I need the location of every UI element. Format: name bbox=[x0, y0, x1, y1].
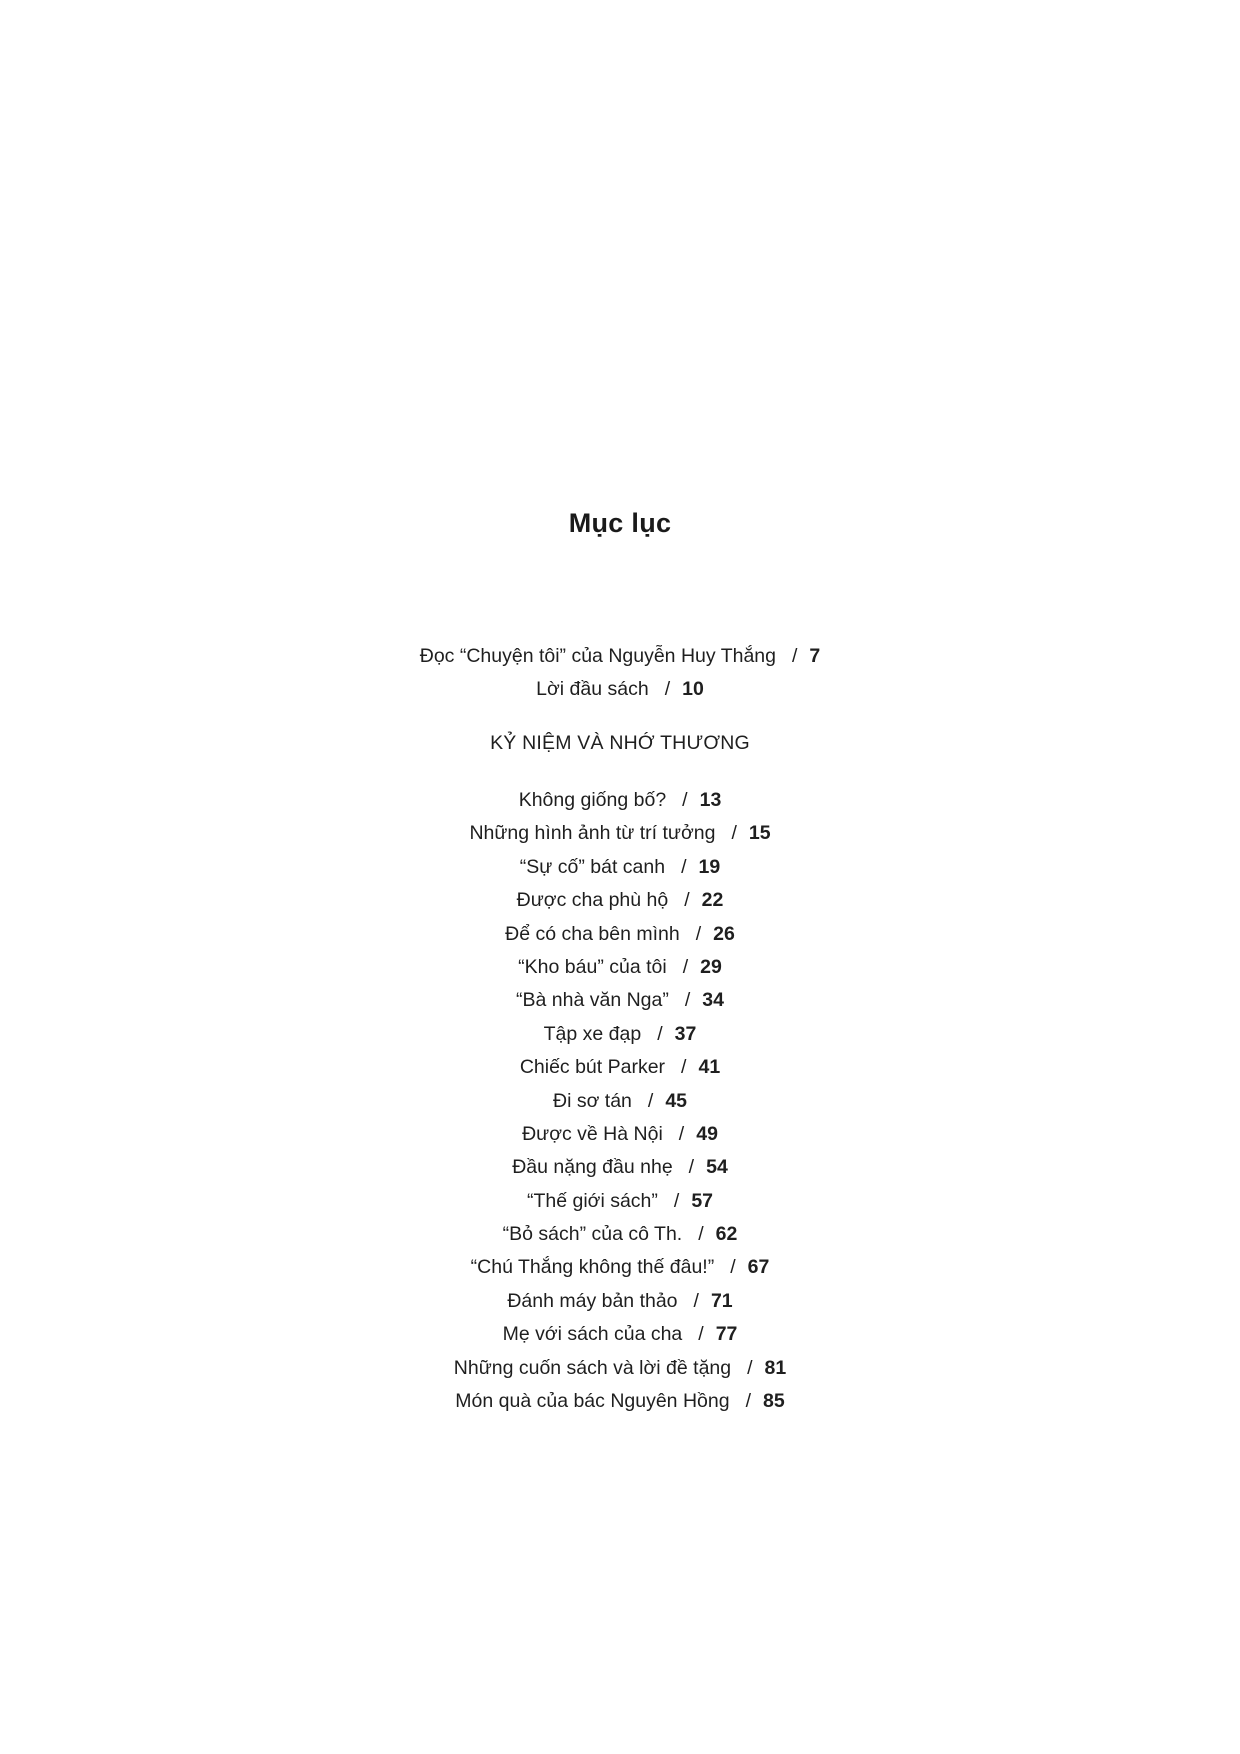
toc-separator: / bbox=[678, 1122, 685, 1145]
toc-separator: / bbox=[695, 922, 702, 945]
toc-entry[interactable] bbox=[0, 884, 1240, 917]
toc-separator: / bbox=[673, 1189, 680, 1212]
toc-page-number: 62 bbox=[715, 1223, 738, 1246]
toc-separator: / bbox=[698, 1223, 704, 1246]
toc-entry[interactable] bbox=[0, 1051, 1240, 1084]
toc-separator: / bbox=[681, 855, 687, 878]
front-matter-list bbox=[0, 640, 1240, 707]
toc-entry[interactable] bbox=[0, 1185, 1240, 1218]
toc-entry[interactable] bbox=[0, 851, 1240, 884]
toc-page-number: 29 bbox=[700, 955, 722, 978]
toc-entry-title: Những cuốn sách và lời đề tặng bbox=[453, 1356, 732, 1379]
toc-entry-title: Những hình ảnh từ trí tưởng bbox=[469, 822, 716, 845]
toc-page-number: 37 bbox=[674, 1022, 697, 1045]
toc-separator: / bbox=[684, 989, 691, 1012]
toc-entry-title: “Bà nhà văn Nga” bbox=[516, 989, 669, 1012]
toc-entry-title: Đọc “Chuyện tôi” của Nguyễn Huy Thắng bbox=[419, 645, 776, 667]
toc-page-number: 67 bbox=[747, 1256, 770, 1279]
toc-entry[interactable] bbox=[0, 1251, 1240, 1284]
toc-page-number: 57 bbox=[691, 1189, 714, 1212]
toc-separator: / bbox=[791, 645, 798, 667]
toc-page-number: 49 bbox=[696, 1122, 718, 1145]
toc-entry-title: “Chú Thắng không thế đâu!” bbox=[470, 1256, 715, 1279]
toc-entry-title: Lời đầu sách bbox=[536, 678, 649, 701]
toc-page-number: 7 bbox=[809, 645, 821, 667]
toc-entry[interactable] bbox=[0, 984, 1240, 1017]
toc-separator: / bbox=[730, 1256, 736, 1279]
section-heading: KỶ NIỆM VÀ NHỚ THƯƠNG bbox=[490, 732, 750, 754]
toc-entry[interactable] bbox=[0, 673, 1240, 706]
toc-separator: / bbox=[657, 1022, 663, 1045]
toc-entry-title: Không giống bố? bbox=[518, 789, 667, 811]
toc-entry-title: “Thế giới sách” bbox=[526, 1189, 658, 1212]
toc-page-number: 81 bbox=[764, 1356, 787, 1379]
toc-entry-title: “Bỏ sách” của cô Th. bbox=[502, 1223, 683, 1246]
page-title: Mục lục bbox=[568, 508, 672, 538]
toc-separator: / bbox=[693, 1289, 699, 1312]
toc-page-number: 34 bbox=[702, 989, 724, 1012]
toc-entry-title: Tập xe đạp bbox=[543, 1022, 642, 1045]
toc-entry[interactable] bbox=[0, 918, 1240, 951]
toc-page-number: 19 bbox=[698, 855, 721, 878]
toc-page-number: 45 bbox=[665, 1089, 688, 1112]
toc-entry-title: “Kho báu” của tôi bbox=[518, 955, 667, 978]
toc-page-number: 15 bbox=[748, 822, 771, 845]
toc-page-number: 22 bbox=[701, 889, 724, 912]
toc-entry[interactable] bbox=[0, 640, 1240, 673]
toc-entry[interactable] bbox=[0, 1085, 1240, 1118]
toc-entry-title: Đánh máy bản thảo bbox=[507, 1289, 678, 1312]
toc-entry[interactable] bbox=[0, 1352, 1240, 1385]
toc-page-number: 41 bbox=[698, 1056, 721, 1079]
toc-page-number: 54 bbox=[706, 1156, 728, 1179]
toc-entry[interactable] bbox=[0, 784, 1240, 817]
toc-entry-title: Chiếc bút Parker bbox=[519, 1056, 666, 1079]
toc-entry[interactable] bbox=[0, 1385, 1240, 1418]
toc-entry-title: Để có cha bên mình bbox=[505, 922, 680, 945]
section-entry-list bbox=[0, 784, 1240, 1418]
toc-page-number: 71 bbox=[710, 1289, 733, 1312]
toc-separator: / bbox=[688, 1156, 695, 1179]
toc-page-number: 13 bbox=[699, 789, 722, 811]
toc-entry[interactable] bbox=[0, 1151, 1240, 1184]
toc-separator: / bbox=[647, 1089, 654, 1112]
toc-separator: / bbox=[684, 889, 690, 912]
toc-entry[interactable] bbox=[0, 1118, 1240, 1151]
toc-separator: / bbox=[745, 1390, 751, 1413]
toc-page-number: 85 bbox=[763, 1390, 785, 1413]
toc-entry[interactable] bbox=[0, 817, 1240, 850]
toc-page-number: 10 bbox=[682, 678, 704, 701]
toc-entry-title: Mẹ với sách của cha bbox=[502, 1323, 683, 1346]
toc-entry-title: Được cha phù hộ bbox=[516, 889, 669, 912]
toc-entry-title: “Sự cố” bát canh bbox=[519, 855, 666, 878]
toc-entry-title: Món quà của bác Nguyên Hồng bbox=[455, 1390, 730, 1413]
toc-entry-title: Đầu nặng đầu nhẹ bbox=[512, 1156, 673, 1179]
toc-separator: / bbox=[731, 822, 737, 845]
toc-entry[interactable] bbox=[0, 1285, 1240, 1318]
toc-entry[interactable] bbox=[0, 1018, 1240, 1051]
toc-entry-title: Được về Hà Nội bbox=[522, 1122, 663, 1145]
toc-entry[interactable] bbox=[0, 951, 1240, 984]
toc-entry-title: Đi sơ tán bbox=[552, 1089, 632, 1112]
toc-page-number: 77 bbox=[715, 1323, 738, 1346]
toc-separator: / bbox=[664, 678, 671, 701]
toc-entry[interactable] bbox=[0, 1218, 1240, 1251]
toc-separator: / bbox=[698, 1323, 704, 1346]
toc-separator: / bbox=[681, 1056, 687, 1079]
toc-separator: / bbox=[747, 1356, 753, 1379]
toc-page-number: 26 bbox=[713, 922, 735, 945]
toc-separator: / bbox=[682, 955, 689, 978]
toc-entry[interactable] bbox=[0, 1318, 1240, 1351]
toc-separator: / bbox=[682, 789, 688, 811]
